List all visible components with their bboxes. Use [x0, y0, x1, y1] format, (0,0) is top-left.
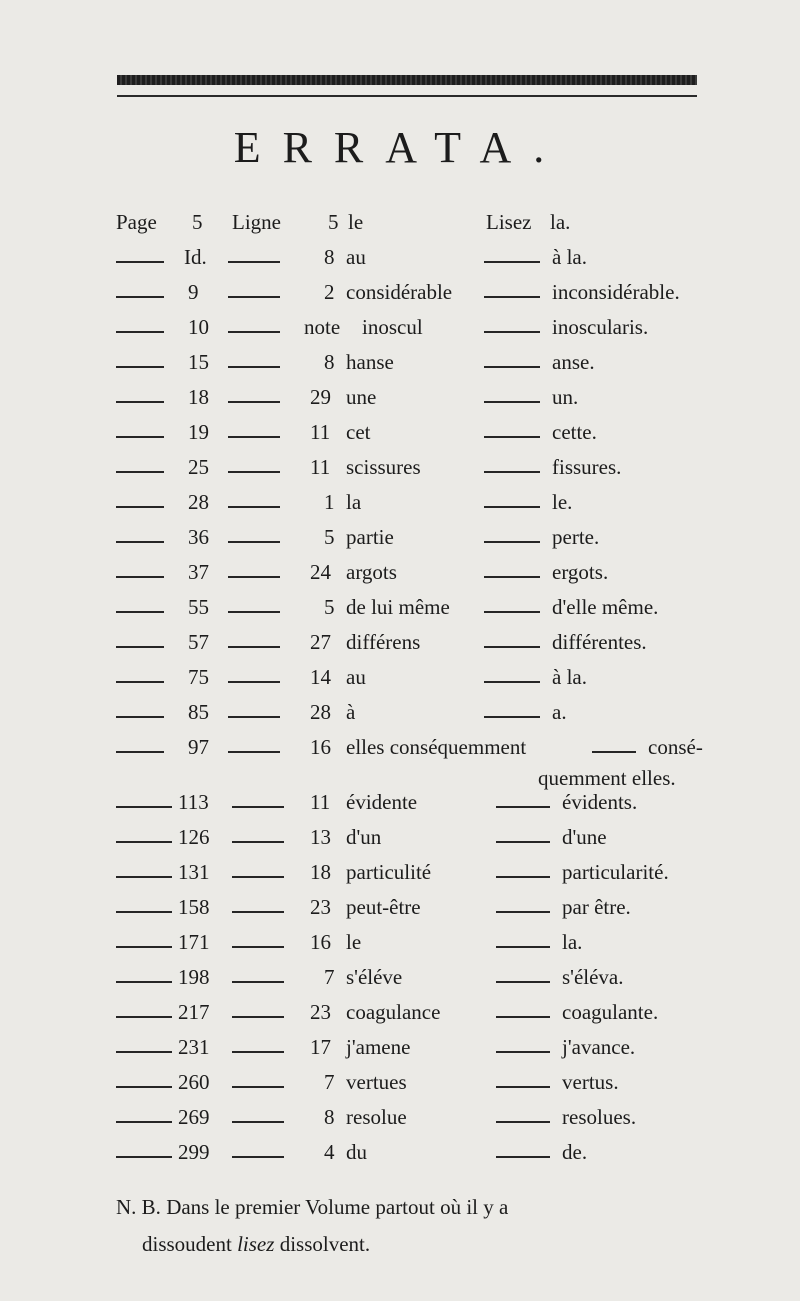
errata-row [0, 1035, 800, 1069]
note-text-2b: dissolvent. [279, 1232, 371, 1256]
row-wrong-word: hanse [346, 350, 394, 374]
errata-row [0, 700, 800, 734]
row-line-number: 4 [324, 1140, 335, 1164]
row-correction: de. [562, 1140, 588, 1164]
row-wrong-word: particulité [346, 860, 432, 884]
page-leader-dash [116, 681, 164, 683]
row-wrong-word: de lui même [346, 595, 450, 619]
row-wrong-word: la [346, 490, 362, 514]
row-line-number: 24 [310, 560, 331, 584]
errata-row [0, 895, 800, 929]
row-correction: à la. [552, 245, 587, 269]
top-ornament-rule [117, 75, 697, 85]
line-leader-dash [232, 876, 284, 878]
errata-row [0, 385, 800, 419]
correction-leader-dash [496, 946, 550, 948]
page-leader-dash [116, 296, 164, 298]
errata-row [0, 735, 800, 769]
line-leader-dash [228, 366, 280, 368]
row-line-number: 1 [324, 490, 335, 514]
correction-leader-dash [496, 806, 550, 808]
row-line-number: 8 [324, 245, 335, 269]
row-page-number: 260 [178, 1070, 210, 1094]
row-wrong-word: partie [346, 525, 394, 549]
row-page-number: 126 [178, 825, 210, 849]
page-leader-dash [116, 401, 164, 403]
row-page-number: 75 [188, 665, 209, 689]
errata-row [0, 525, 800, 559]
row-page-number: 25 [188, 455, 209, 479]
row-correction: d'une [562, 825, 607, 849]
errata-row [0, 1000, 800, 1034]
line-leader-dash [228, 751, 280, 753]
page-leader-dash [116, 436, 164, 438]
errata-row [0, 860, 800, 894]
correction-leader-dash [484, 296, 540, 298]
errata-row [0, 280, 800, 314]
row-wrong-word: scissures [346, 455, 421, 479]
row-page-number: 37 [188, 560, 209, 584]
row-line-number: 5 [324, 595, 335, 619]
row-wrong-word: j'amene [346, 1035, 411, 1059]
page-leader-dash [116, 806, 172, 808]
errata-row [0, 315, 800, 349]
row-line-number: 23 [310, 895, 331, 919]
correction-leader-dash [496, 876, 550, 878]
correction-leader-dash [484, 506, 540, 508]
row-page-number: 299 [178, 1140, 210, 1164]
row-correction: resolues. [562, 1105, 637, 1129]
row-page-number: 85 [188, 700, 209, 724]
row-correction: consé- [648, 735, 703, 759]
row-wrong-word: du [346, 1140, 367, 1164]
row-line-number: 18 [310, 860, 331, 884]
row-page-number: 158 [178, 895, 210, 919]
row-line-number: 8 [324, 1105, 335, 1129]
row-line-number: 5 [324, 525, 335, 549]
page-leader-dash [116, 471, 164, 473]
errata-row [0, 490, 800, 524]
correction-leader-dash [484, 681, 540, 683]
row-line-number: 29 [310, 385, 331, 409]
row-correction: par être. [562, 895, 631, 919]
line-leader-dash [228, 611, 280, 613]
page-leader-dash [116, 841, 172, 843]
correction-leader-dash [496, 1121, 550, 1123]
line-leader-dash [228, 401, 280, 403]
note-line-2 [142, 1232, 370, 1257]
row-correction: s'éléva. [562, 965, 624, 989]
row-correction: inconsidérable. [552, 280, 680, 304]
row-page-number: 131 [178, 860, 210, 884]
line-leader-dash [228, 541, 280, 543]
page-leader-dash [116, 506, 164, 508]
page-leader-dash [116, 981, 172, 983]
line-leader-dash [232, 1051, 284, 1053]
page-leader-dash [116, 1156, 172, 1158]
errata-row [0, 560, 800, 594]
row-correction: ergots. [552, 560, 609, 584]
page-leader-dash [116, 331, 164, 333]
line-leader-dash [228, 261, 280, 263]
line-leader-dash [232, 981, 284, 983]
row-wrong-word: cet [346, 420, 371, 444]
line-leader-dash [232, 1016, 284, 1018]
lisez-label: Lisez [486, 210, 532, 234]
row-page-number: 10 [188, 315, 209, 339]
row-wrong-word: resolue [346, 1105, 407, 1129]
row-wrong-word: coagulance [346, 1000, 441, 1024]
row-line-number: 17 [310, 1035, 331, 1059]
line-leader-dash [232, 911, 284, 913]
correction-leader-dash [484, 716, 540, 718]
correction-leader-dash [484, 646, 540, 648]
row-wrong-word: argots [346, 560, 397, 584]
row-page-number: 171 [178, 930, 210, 954]
row-correction: cette. [552, 420, 597, 444]
note-text-2a: dissoudent [142, 1232, 232, 1256]
row-page-number: Id. [184, 245, 207, 269]
page-leader-dash [116, 576, 164, 578]
line-leader-dash [228, 506, 280, 508]
row-page-number: 36 [188, 525, 209, 549]
correction-leader-dash [484, 331, 540, 333]
row-page-number: 55 [188, 595, 209, 619]
errata-row [0, 350, 800, 384]
row-page-number: 269 [178, 1105, 210, 1129]
page-title: ERRATA. [233, 123, 567, 172]
row-correction: différentes. [552, 630, 647, 654]
row-page-number: 198 [178, 965, 210, 989]
page-leader-dash [116, 751, 164, 753]
header-correction: la. [550, 210, 571, 234]
errata-row [0, 595, 800, 629]
note-line-1 [116, 1195, 508, 1220]
line-leader-dash [228, 681, 280, 683]
row-correction: anse. [552, 350, 595, 374]
row-correction: le. [552, 490, 573, 514]
row-correction: j'avance. [562, 1035, 636, 1059]
page-leader-dash [116, 946, 172, 948]
header-word: le [348, 210, 364, 234]
row-correction: fissures. [552, 455, 622, 479]
line-leader-dash [228, 576, 280, 578]
correction-leader-dash [484, 611, 540, 613]
header-page-number: 5 [192, 210, 203, 234]
row-correction: la. [562, 930, 583, 954]
row-line-number: 11 [310, 455, 331, 479]
page-leader-dash [116, 1086, 172, 1088]
row-page-number: 97 [188, 735, 209, 759]
line-leader-dash [228, 471, 280, 473]
row-wrong-word: elles conséquemment [346, 735, 527, 759]
row-wrong-word: une [346, 385, 377, 409]
row-line-number: note [304, 315, 341, 339]
header-row [0, 210, 800, 244]
row-wrong-word: au [346, 665, 366, 689]
row-wrong-word: s'éléve [346, 965, 403, 989]
line-leader-dash [232, 1121, 284, 1123]
row-wrong-word: d'un [346, 825, 382, 849]
row-correction: a. [552, 700, 567, 724]
row-line-number: 16 [310, 735, 331, 759]
row-wrong-word: considérable [346, 280, 453, 304]
row-correction: vertus. [562, 1070, 619, 1094]
row-line-number: 27 [310, 630, 331, 654]
correction-leader-dash [496, 1051, 550, 1053]
correction-leader-dash [496, 841, 550, 843]
correction-leader-dash [484, 436, 540, 438]
page-leader-dash [116, 611, 164, 613]
row-wrong-word: vertues [346, 1070, 407, 1094]
row-correction: un. [552, 385, 579, 409]
row-line-number: 8 [324, 350, 335, 374]
correction-leader-dash [484, 261, 540, 263]
row-correction: à la. [552, 665, 587, 689]
row-page-number: 9 [188, 280, 199, 304]
row-page-number: 113 [178, 790, 209, 814]
correction-leader-dash [484, 541, 540, 543]
page-leader-dash [116, 1016, 172, 1018]
errata-row [0, 790, 800, 824]
correction-leader-dash [484, 576, 540, 578]
correction-leader-dash [484, 471, 540, 473]
errata-row [0, 665, 800, 699]
row-page-number: 57 [188, 630, 209, 654]
row-line-number: 13 [310, 825, 331, 849]
correction-leader-dash [592, 751, 636, 753]
row-wrong-word: évidente [346, 790, 418, 814]
row-correction: particularité. [562, 860, 669, 884]
row-page-number: 18 [188, 385, 209, 409]
correction-leader-dash [496, 1016, 550, 1018]
page-leader-dash [116, 876, 172, 878]
line-leader-dash [228, 331, 280, 333]
top-thin-rule [117, 95, 697, 97]
row-wrong-word: le [346, 930, 362, 954]
row-correction: d'elle même. [552, 595, 659, 619]
page-leader-dash [116, 1051, 172, 1053]
row-page-number: 217 [178, 1000, 210, 1024]
continuation-text: quemment elles. [538, 766, 676, 790]
errata-row [0, 245, 800, 279]
row-wrong-word: inoscul [362, 315, 423, 339]
page-leader-dash [116, 646, 164, 648]
row-line-number: 16 [310, 930, 331, 954]
row-page-number: 231 [178, 1035, 210, 1059]
page-leader-dash [116, 366, 164, 368]
page-leader-dash [116, 261, 164, 263]
row-correction: inoscularis. [552, 315, 649, 339]
header-line-number: 5 [328, 210, 339, 234]
row-line-number: 28 [310, 700, 331, 724]
line-leader-dash [228, 436, 280, 438]
errata-row [0, 455, 800, 489]
row-line-number: 2 [324, 280, 335, 304]
row-line-number: 23 [310, 1000, 331, 1024]
correction-leader-dash [496, 981, 550, 983]
line-leader-dash [232, 1086, 284, 1088]
page-leader-dash [116, 1121, 172, 1123]
row-wrong-word: au [346, 245, 366, 269]
line-leader-dash [228, 716, 280, 718]
note-text-1: Dans le premier Volume partout où il y a [166, 1195, 509, 1219]
correction-leader-dash [496, 911, 550, 913]
errata-row [0, 630, 800, 664]
lisez-italic: lisez [237, 1232, 275, 1256]
row-wrong-word: peut-être [346, 895, 421, 919]
line-leader-dash [232, 841, 284, 843]
row-line-number: 7 [324, 1070, 335, 1094]
line-leader-dash [232, 1156, 284, 1158]
errata-row [0, 420, 800, 454]
correction-leader-dash [496, 1156, 550, 1158]
line-leader-dash [232, 806, 284, 808]
row-wrong-word: différens [346, 630, 421, 654]
page-label: Page [116, 210, 157, 234]
row-wrong-word: à [346, 700, 356, 724]
page-leader-dash [116, 716, 164, 718]
page-leader-dash [116, 911, 172, 913]
row-line-number: 11 [310, 790, 331, 814]
errata-row [0, 825, 800, 859]
row-line-number: 14 [310, 665, 331, 689]
correction-leader-dash [496, 1086, 550, 1088]
page-leader-dash [116, 541, 164, 543]
ligne-label: Ligne [232, 210, 281, 234]
row-correction: perte. [552, 525, 600, 549]
row-page-number: 28 [188, 490, 209, 514]
row-page-number: 19 [188, 420, 209, 444]
errata-row [0, 930, 800, 964]
row-page-number: 15 [188, 350, 209, 374]
errata-row [0, 965, 800, 999]
errata-row [0, 1140, 800, 1174]
row-line-number: 11 [310, 420, 331, 444]
line-leader-dash [232, 946, 284, 948]
correction-leader-dash [484, 401, 540, 403]
row-correction: évidents. [562, 790, 638, 814]
row-line-number: 7 [324, 965, 335, 989]
line-leader-dash [228, 646, 280, 648]
row-correction: coagulante. [562, 1000, 659, 1024]
errata-row [0, 1070, 800, 1104]
errata-row [0, 1105, 800, 1139]
line-leader-dash [228, 296, 280, 298]
nb-label: N. B. [116, 1195, 161, 1219]
correction-leader-dash [484, 366, 540, 368]
